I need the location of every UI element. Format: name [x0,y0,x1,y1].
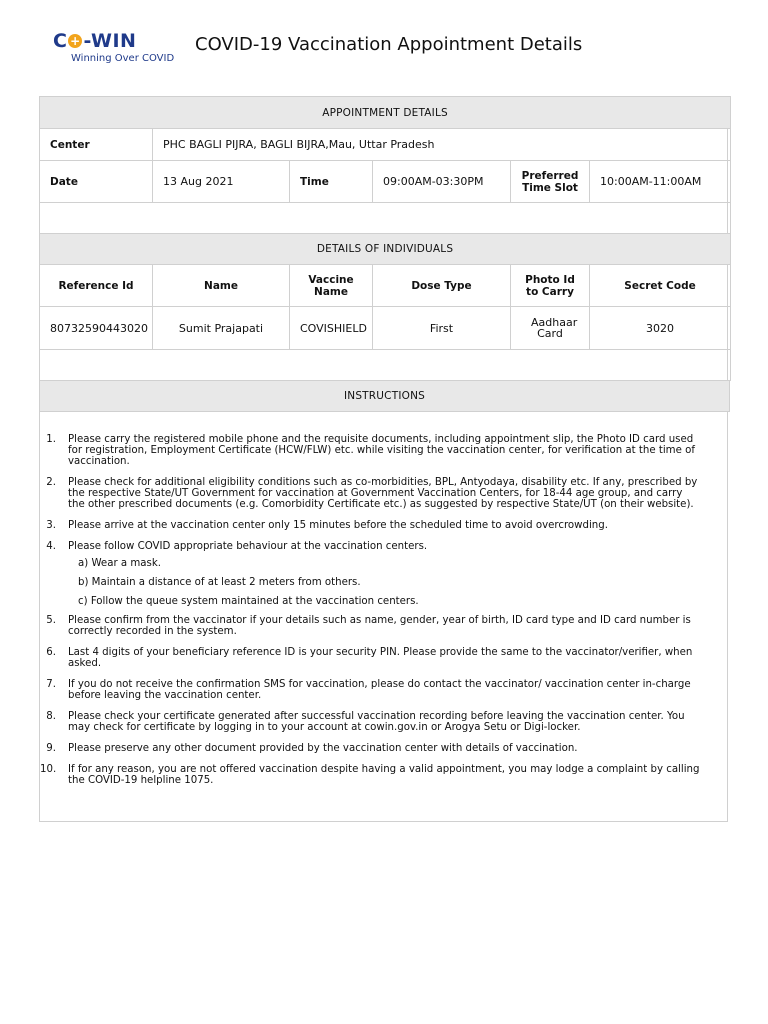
instruction-text: Please follow COVID appropriate behaviour at the vaccination centers. [68,541,428,552]
col-reference-id: Reference Id [40,265,153,307]
logo-wordmark [53,30,136,52]
instruction-item [40,520,700,531]
col-vaccine-name: Vaccine Name [290,265,373,307]
center-value: PHC BAGLI PIJRA, BAGLI BIJRA,Mau, Uttar Pradesh [153,129,731,161]
instruction-number: 2. [46,477,56,488]
instruction-item [40,711,700,733]
instruction-text: Last 4 digits of your beneficiary reference ID is your security PIN. Please provide the same to the vaccinator/verifier, when asked. [68,647,693,669]
instruction-subitem: b) Maintain a distance of at least 2 meters from others. [78,577,361,588]
instruction-number: 9. [46,743,56,754]
appointment-section-title: APPOINTMENT DETAILS [40,97,731,129]
instruction-number: 10. [40,764,57,775]
instructions-list [40,434,700,786]
name-value: Sumit Prajapati [153,307,290,350]
page-header [0,0,768,90]
instruction-sublist [78,558,700,607]
time-value: 09:00AM-03:30PM [373,161,511,203]
instruction-item [40,764,700,786]
instruction-item [40,477,700,510]
logo-word-win: -WIN [83,30,137,52]
logo-plus-icon: + [70,34,81,48]
instruction-number: 3. [46,520,56,531]
vaccine-name-value: COVISHIELD [290,307,373,350]
page-title: COVID-19 Vaccination Appointment Details [195,34,583,55]
instruction-subitem: a) Wear a mask. [78,558,161,569]
individuals-table [39,233,731,381]
instruction-text: Please check your certificate generated after successful vaccination recording before leaving the vaccination center. You may check for certificate by logging in to your account at cowin.gov.in or Arogya Setu or Digi-locker. [68,711,685,733]
instructions-header-table [39,380,730,412]
instruction-number: 8. [46,711,56,722]
slot-label: Preferred Time Slot [511,161,590,203]
instruction-number: 5. [46,615,56,626]
instruction-text: Please arrive at the vaccination center only 15 minutes before the scheduled time to avoid overcrowding. [68,520,608,531]
instruction-subitem: c) Follow the queue system maintained at the vaccination centers. [78,596,419,607]
instruction-text: If you do not receive the confirmation SMS for vaccination, please do contact the vaccinator/ vaccination center in-charge before leaving the vaccination center. [68,679,691,701]
secret-code-value: 3020 [590,307,731,350]
dose-type-value: First [373,307,511,350]
col-photo-id: Photo Id to Carry [511,265,590,307]
instruction-number: 7. [46,679,56,690]
spacer-cell [40,203,731,234]
instruction-number: 1. [46,434,56,445]
table-row [40,307,731,350]
instruction-number: 6. [46,647,56,658]
cowin-logo [53,30,183,70]
reference-id-value: 80732590443020 [40,307,153,350]
logo-letter-c: C [53,30,68,52]
instruction-number: 4. [46,541,56,552]
instruction-item [40,743,700,754]
spacer-cell [40,350,731,381]
photo-id-value: Aadhaar Card [511,307,590,350]
individuals-section-title: DETAILS OF INDIVIDUALS [40,234,731,265]
instruction-item [40,434,700,467]
col-dose-type: Dose Type [373,265,511,307]
instructions-section-title: INSTRUCTIONS [40,381,730,412]
date-value: 13 Aug 2021 [153,161,290,203]
instruction-text: Please carry the registered mobile phone and the requisite documents, including appointment slip, the Photo ID card used for registration, Employment Certificate (HCW/FLW) etc. while visiting the vaccination center, for verification at the time of vaccination. [68,434,695,467]
instruction-item [40,647,700,669]
col-name: Name [153,265,290,307]
instruction-item [40,541,700,607]
instruction-text: Please check for additional eligibility conditions such as co-morbidities, BPL, Antyodaya, disability etc. If any, prescribed by the respective State/UT Government for vaccination at Government Vaccination Centers, for 18-44 age group, and carry the other prescribed documents (e.g. Comorbidity Certificate etc.) as suggested by respective State/UT (on their website). [68,477,698,510]
time-label: Time [290,161,373,203]
col-secret-code: Secret Code [590,265,731,307]
instruction-text: Please confirm from the vaccinator if your details such as name, gender, year of birth, ID card type and ID card number is correctly recorded in the system. [68,615,691,637]
slot-value: 10:00AM-11:00AM [590,161,731,203]
spacer-row [40,203,731,234]
date-label: Date [40,161,153,203]
instruction-text: Please preserve any other document provided by the vaccination center with details of vaccination. [68,743,578,754]
instruction-item [40,679,700,701]
center-label: Center [40,129,153,161]
appointment-table [39,96,731,234]
instruction-text: If for any reason, you are not offered vaccination despite having a valid appointment, you may lodge a complaint by calling the COVID-19 helpline 1075. [68,764,700,786]
spacer-row [40,350,731,381]
logo-tagline: Winning Over COVID [71,53,175,64]
instruction-item [40,615,700,637]
